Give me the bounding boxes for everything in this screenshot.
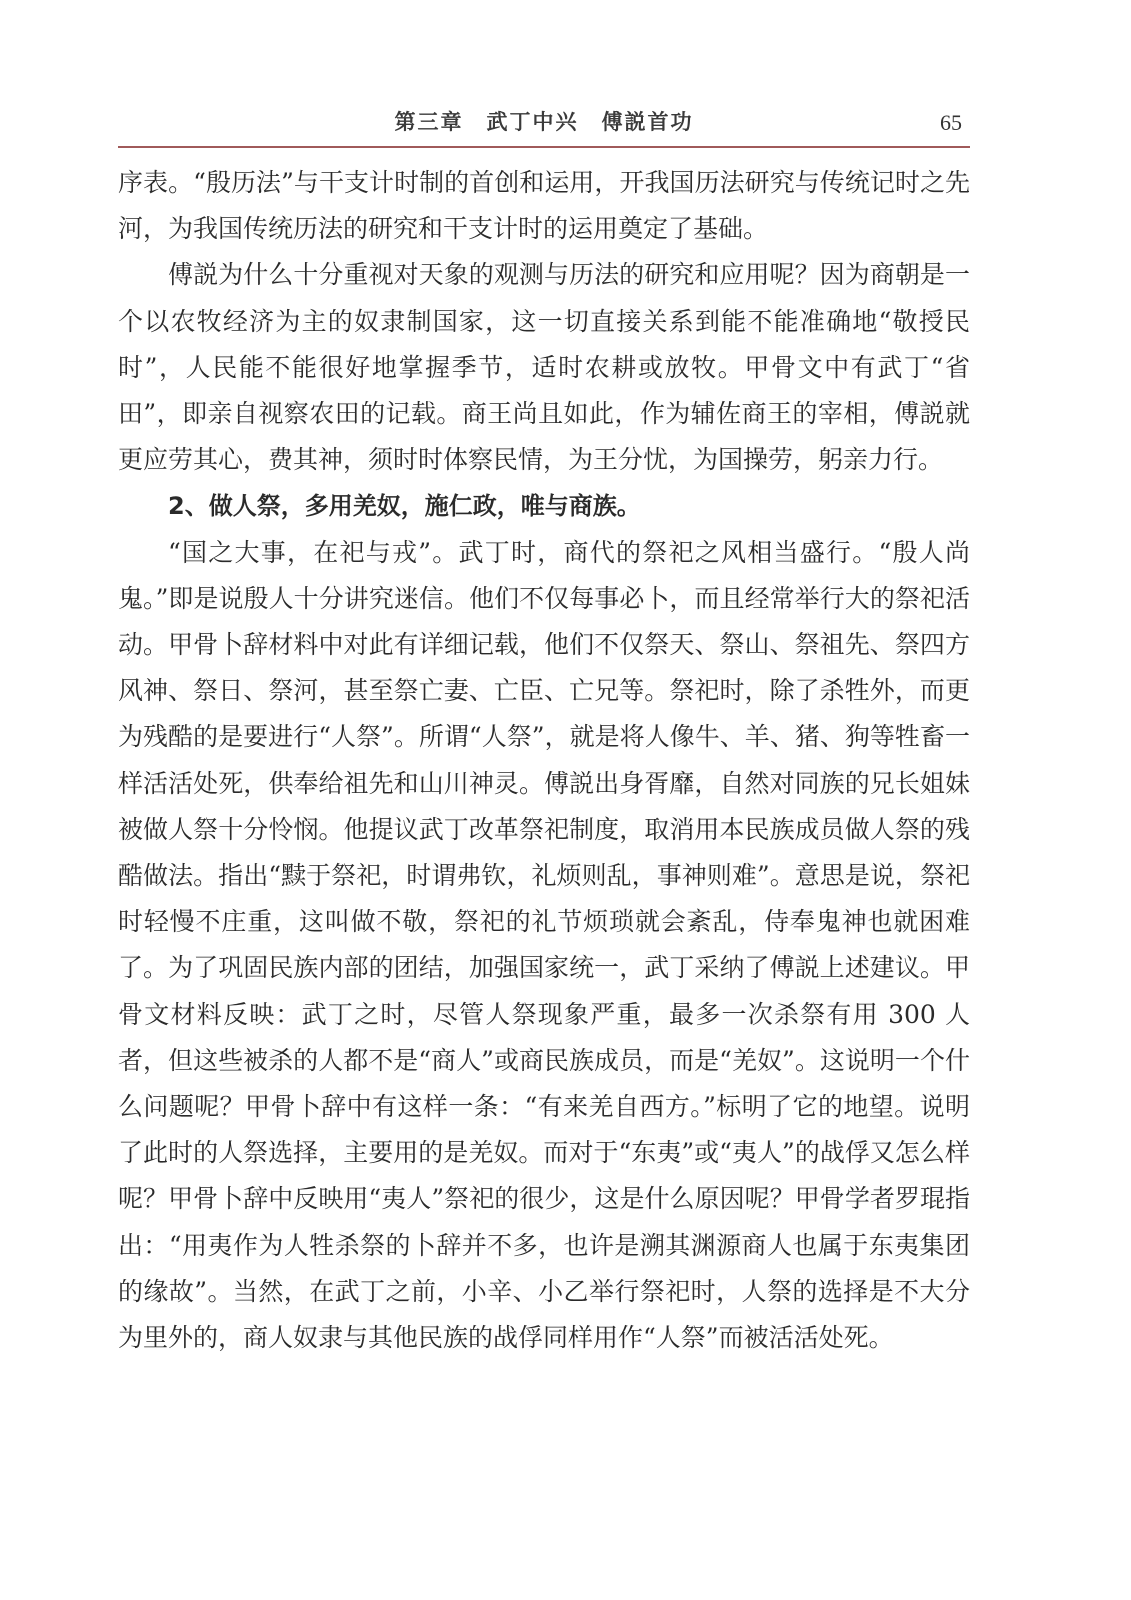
paragraph: “国之大事，在祀与戎”。武丁时，商代的祭祀之风相当盛行。“殷人尚鬼。”即是说殷人十分讲究迷信。他们不仅每事必卜，而且经常举行大的祭祀活动。甲骨卜辞材料中对此有详细记载，他们不仅祭天、祭山、祭祖先、祭四方风神、祭日、祭河，甚至祭亡妻、亡臣、亡兄等。祭祀时，除了杀牲外，而更为残酷的是要进行“人祭”。所谓“人祭”，就是将人像牛、羊、猪、狗等牲畜一样活活处死，供奉给祖先和山川神灵。傅説出身胥靡，自然对同族的兄长姐妹被做人祭十分怜悯。他提议武丁改革祭祀制度，取消用本民族成员做人祭的残酷做法。指出“黩于祭祀，时谓弗钦，礼烦则乱，事神则难”。意思是说，祭祀时轻慢不庄重，这叫做不敬，祭祀的礼节烦琐就会紊乱，侍奉鬼神也就困难了。为了巩固民族内部的团结，加强国家统一，武丁采纳了傅説上述建议。甲骨文材料反映：武丁之时，尽管人祭现象严重，最多一次杀祭有用 300 人者，但这些被杀的人都不是“商人”或商民族成员，而是“羌奴”。这说明一个什么问题呢？甲骨卜辞中有这样一条：“有来羌自西方。”标明了它的地望。说明了此时的人祭选择，主要用的是羌奴。而对于“东夷”或“夷人”的战俘又怎么样呢？甲骨卜辞中反映用“夷人”祭祀的很少，这是什么原因呢？甲骨学者罗琨指出：“用夷作为人牲杀祭的卜辞并不多，也许是溯其渊源商人也属于东夷集团的缘故”。当然，在武丁之前，小辛、小乙举行祭祀时，人祭的选择是不大分为里外的，商人奴隶与其他民族的战俘同样用作“人祭”而被活活处死。 xyxy=(118,537,970,1353)
paragraph-continuation: 序表。“殷历法”与干支计时制的首创和运用，开我国历法研究与传统记时之先河，为我国传统历法的研究和干支计时的运用奠定了基础。 xyxy=(118,168,970,244)
paragraph: 傅説为什么十分重视对天象的观测与历法的研究和应用呢？因为商朝是一个以农牧经济为主的奴隶制国家，这一切直接关系到能不能准确地“敬授民时”，人民能不能很好地掌握季节，适时农耕或放牧。甲骨文中有武丁“省田”，即亲自视察农田的记载。商王尚且如此，作为辅佐商王的宰相，傅説就更应劳其心，费其神，须时时体察民情，为王分忧，为国操劳，躬亲力行。 xyxy=(118,260,970,475)
page-number: 65 xyxy=(940,110,962,135)
running-header xyxy=(118,102,970,148)
body-text xyxy=(118,160,970,1361)
chapter-title: 第三章 武丁中兴 傅説首功 xyxy=(394,110,694,134)
section-heading: 2、做人祭，多用羌奴，施仁政，唯与商族。 xyxy=(168,492,641,521)
